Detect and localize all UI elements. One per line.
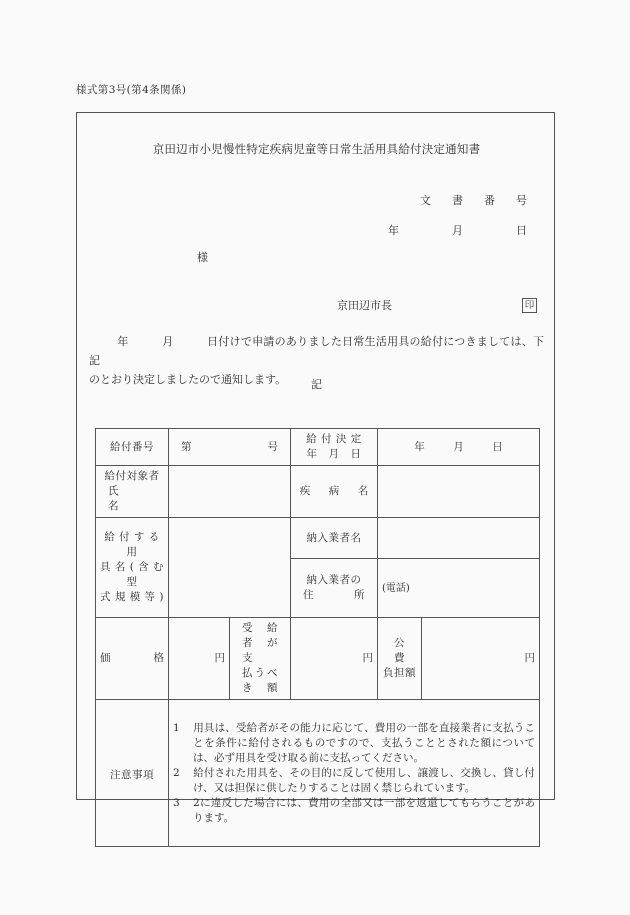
value-price[interactable] xyxy=(169,618,230,700)
label-equipment-name xyxy=(96,518,169,618)
document-frame xyxy=(76,112,555,824)
table-row-benefit-number xyxy=(96,429,540,466)
decision-details-table xyxy=(95,428,540,847)
value-disease-name[interactable] xyxy=(378,466,540,518)
value-public-subsidy[interactable] xyxy=(422,618,540,700)
decision-date-day: 日 xyxy=(492,440,503,453)
label-equipment-line2: 具 名 ( 含 む 型 xyxy=(100,561,164,588)
value-supplier-name[interactable] xyxy=(378,518,540,559)
table-row-recipient xyxy=(96,466,540,518)
table-row-notes xyxy=(96,700,540,847)
note-text: 給付された用具を、その目的に反して使用し、譲渡し、交換し、貸し付け、又は担保に供したりすることは固く禁じられています。 xyxy=(193,766,535,794)
label-supplier-address xyxy=(291,559,378,618)
label-supplier-addr-line1: 納入業者の xyxy=(306,574,362,586)
body-line-2: のとおり決定しましたので通知します。 xyxy=(89,373,287,386)
form-number-label: 様式第3号(第4条関係) xyxy=(76,84,187,96)
label-price: 価 格 xyxy=(96,618,169,700)
self-pay-unit: 円 xyxy=(362,652,373,664)
phone-label: (電話) xyxy=(382,582,410,594)
table-row-price xyxy=(96,618,540,700)
document-number-field: 文 書 番 号 xyxy=(420,194,532,207)
label-recipient-name xyxy=(96,466,169,518)
label-public-line2: 負担額 xyxy=(383,667,416,679)
issuer-name: 京田辺市長 xyxy=(337,299,392,312)
decision-date-month: 月 xyxy=(453,440,464,453)
note-number: 1 xyxy=(173,721,180,734)
value-equipment-name[interactable] xyxy=(169,518,291,618)
body-line-1: 年 月 日付けで申請のありました日常生活用具の給付につきましては、下記 xyxy=(89,335,544,367)
value-benefit-number[interactable] xyxy=(169,429,291,466)
label-self-pay-line1: 受 給 者 が 支 xyxy=(242,622,278,664)
label-decision-date xyxy=(291,429,378,466)
label-equipment-line3: 式 規 模 等 ) xyxy=(100,591,164,603)
note-text: 用具は、受給者がその能力に応じて、費用の一部を直接業者に支払うことを条件に給付されるものですので、支払うこととされた額については、必ず用具を受け取る前に支払ってください。 xyxy=(193,721,535,764)
label-recipient-line1: 給付対象者 xyxy=(104,470,160,482)
seal-icon: 印 xyxy=(522,298,537,313)
label-public-line1: 公 費 xyxy=(394,637,427,664)
table-row-supplier-name xyxy=(96,518,540,559)
label-equipment-line1: 給 付 す る 用 xyxy=(104,531,160,558)
note-number: 3 xyxy=(173,796,180,809)
label-self-pay-line2: 払うべき額 xyxy=(242,667,278,694)
document-title: 京田辺市小児慢性特定疾病児童等日常生活用具給付決定通知書 xyxy=(152,142,481,156)
label-supplier-addr-line2: 住 所 xyxy=(303,589,365,601)
label-recipient-line2: 氏 名 xyxy=(108,485,152,512)
label-supplier-name: 納入業者名 xyxy=(291,518,378,559)
label-notes: 注意事項 xyxy=(96,700,169,847)
list-item xyxy=(173,721,535,766)
addressee-honorific: 様 xyxy=(197,251,208,264)
value-recipient-name[interactable] xyxy=(169,466,291,518)
label-disease-name: 疾 病 名 xyxy=(291,466,378,518)
notes-content xyxy=(169,700,540,847)
issuer-row xyxy=(337,297,537,313)
price-unit: 円 xyxy=(214,652,225,664)
label-public-subsidy xyxy=(378,618,427,700)
note-number: 2 xyxy=(173,766,180,779)
benefit-number-prefix: 第 xyxy=(181,440,192,453)
ki-marker: 記 xyxy=(311,378,322,391)
public-subsidy-unit: 円 xyxy=(524,652,535,664)
label-self-payment xyxy=(230,618,291,700)
document-date-field: 年 月 日 xyxy=(388,224,532,237)
label-benefit-number: 給付番号 xyxy=(96,429,169,466)
notes-list xyxy=(173,721,535,826)
value-supplier-address[interactable] xyxy=(378,559,540,618)
decision-date-year: 年 xyxy=(414,440,425,453)
value-self-payment[interactable] xyxy=(291,618,378,700)
note-text: 2に違反した場合には、費用の全部又は一部を返還してもらうことがあります。 xyxy=(193,796,535,824)
value-decision-date[interactable] xyxy=(378,429,540,466)
label-decision-date-line2: 年 月 日 xyxy=(306,448,362,460)
benefit-number-suffix: 号 xyxy=(267,440,278,453)
list-item xyxy=(173,796,535,826)
label-decision-date-line1: 給 付 決 定 xyxy=(306,433,362,445)
list-item xyxy=(173,766,535,796)
